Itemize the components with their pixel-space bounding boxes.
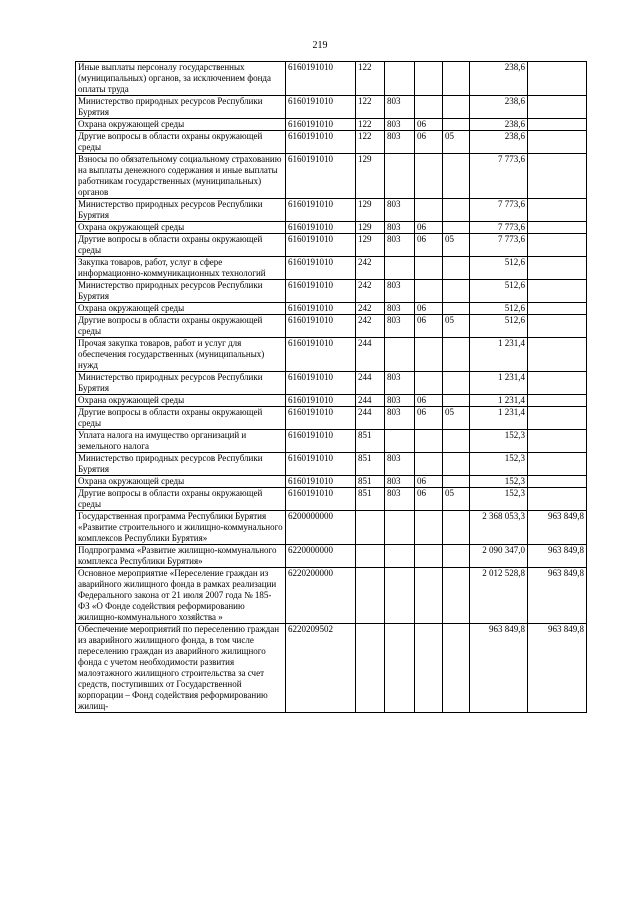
subsection-code-cell — [443, 257, 470, 280]
amount-2-cell — [528, 154, 587, 199]
section-code-cell: 06 — [415, 476, 443, 488]
amount-1-cell: 152,3 — [470, 430, 528, 453]
section-code-cell — [415, 96, 443, 119]
expense-type-code-cell — [356, 624, 385, 713]
target-article-code-cell: 6160191010 — [286, 96, 356, 119]
subsection-code-cell: 05 — [443, 315, 470, 338]
target-article-code-cell: 6160191010 — [286, 315, 356, 338]
target-article-code-cell: 6200000000 — [286, 511, 356, 545]
amount-2-cell — [528, 315, 587, 338]
expense-type-code-cell: 242 — [356, 315, 385, 338]
amount-2-cell — [528, 199, 587, 222]
ministry-code-cell: 803 — [385, 222, 415, 234]
ministry-code-cell: 803 — [385, 303, 415, 315]
section-code-cell — [415, 154, 443, 199]
item-name-cell: Охрана окружающей среды — [76, 303, 286, 315]
item-name-cell: Другие вопросы в области охраны окружающей среды — [76, 488, 286, 511]
subsection-code-cell — [443, 372, 470, 395]
item-name-cell: Иные выплаты персоналу государственных (муниципальных) органов, за исключением фонда оплаты труда — [76, 62, 286, 96]
item-name-cell: Государственная программа Республики Бурятия «Развитие строительного и жилищно-коммунального комплексов Республики Бурятия» — [76, 511, 286, 545]
item-name-cell: Основное мероприятие «Переселение граждан из аварийного жилищного фонда в рамках реализации Федерального закона от 21 июля 2007 года № 185-ФЗ «О Фонде содействия реформированию жилищно-коммунального хозяйства » — [76, 568, 286, 624]
expense-type-code-cell: 242 — [356, 303, 385, 315]
expense-type-code-cell: 244 — [356, 338, 385, 372]
target-article-code-cell: 6160191010 — [286, 280, 356, 303]
subsection-code-cell — [443, 222, 470, 234]
target-article-code-cell: 6220000000 — [286, 545, 356, 568]
ministry-code-cell: 803 — [385, 280, 415, 303]
section-code-cell — [415, 511, 443, 545]
subsection-code-cell — [443, 453, 470, 476]
item-name-cell: Другие вопросы в области охраны окружающей среды — [76, 131, 286, 154]
amount-1-cell: 1 231,4 — [470, 372, 528, 395]
ministry-code-cell: 803 — [385, 407, 415, 430]
amount-2-cell — [528, 453, 587, 476]
amount-1-cell: 963 849,8 — [470, 624, 528, 713]
section-code-cell — [415, 624, 443, 713]
target-article-code-cell: 6160191010 — [286, 303, 356, 315]
ministry-code-cell — [385, 257, 415, 280]
table-row — [76, 154, 587, 199]
amount-1-cell: 7 773,6 — [470, 234, 528, 257]
amount-1-cell: 1 231,4 — [470, 407, 528, 430]
ministry-code-cell — [385, 338, 415, 372]
item-name-cell: Министерство природных ресурсов Республики Бурятия — [76, 199, 286, 222]
ministry-code-cell: 803 — [385, 395, 415, 407]
amount-1-cell: 238,6 — [470, 131, 528, 154]
target-article-code-cell: 6160191010 — [286, 131, 356, 154]
subsection-code-cell — [443, 476, 470, 488]
target-article-code-cell: 6160191010 — [286, 453, 356, 476]
table-row — [76, 280, 587, 303]
amount-1-cell: 2 090 347,0 — [470, 545, 528, 568]
subsection-code-cell — [443, 303, 470, 315]
amount-2-cell — [528, 62, 587, 96]
amount-2-cell: 963 849,8 — [528, 545, 587, 568]
ministry-code-cell: 803 — [385, 476, 415, 488]
section-code-cell — [415, 372, 443, 395]
table-row — [76, 315, 587, 338]
expense-type-code-cell: 244 — [356, 395, 385, 407]
table-row — [76, 545, 587, 568]
amount-1-cell: 152,3 — [470, 488, 528, 511]
subsection-code-cell — [443, 119, 470, 131]
subsection-code-cell — [443, 624, 470, 713]
amount-2-cell — [528, 372, 587, 395]
table-row — [76, 131, 587, 154]
ministry-code-cell: 803 — [385, 96, 415, 119]
amount-2-cell: 963 849,8 — [528, 624, 587, 713]
subsection-code-cell — [443, 395, 470, 407]
section-code-cell: 06 — [415, 395, 443, 407]
amount-1-cell: 2 368 053,3 — [470, 511, 528, 545]
item-name-cell: Министерство природных ресурсов Республики Бурятия — [76, 280, 286, 303]
item-name-cell: Министерство природных ресурсов Республики Бурятия — [76, 372, 286, 395]
target-article-code-cell: 6160191010 — [286, 488, 356, 511]
target-article-code-cell: 6160191010 — [286, 476, 356, 488]
section-code-cell — [415, 430, 443, 453]
target-article-code-cell: 6220200000 — [286, 568, 356, 624]
expense-type-code-cell: 242 — [356, 257, 385, 280]
expense-type-code-cell: 851 — [356, 453, 385, 476]
item-name-cell: Министерство природных ресурсов Республики Бурятия — [76, 96, 286, 119]
table-row — [76, 407, 587, 430]
subsection-code-cell — [443, 154, 470, 199]
item-name-cell: Охрана окружающей среды — [76, 222, 286, 234]
amount-2-cell — [528, 222, 587, 234]
table-row — [76, 624, 587, 713]
amount-1-cell: 1 231,4 — [470, 395, 528, 407]
expense-type-code-cell: 244 — [356, 407, 385, 430]
table-row — [76, 199, 587, 222]
section-code-cell: 06 — [415, 222, 443, 234]
target-article-code-cell: 6160191010 — [286, 395, 356, 407]
table-row — [76, 511, 587, 545]
ministry-code-cell — [385, 511, 415, 545]
subsection-code-cell — [443, 280, 470, 303]
target-article-code-cell: 6160191010 — [286, 430, 356, 453]
amount-2-cell — [528, 338, 587, 372]
item-name-cell: Охрана окружающей среды — [76, 119, 286, 131]
target-article-code-cell: 6160191010 — [286, 234, 356, 257]
item-name-cell: Охрана окружающей среды — [76, 395, 286, 407]
expense-type-code-cell: 851 — [356, 430, 385, 453]
target-article-code-cell: 6160191010 — [286, 407, 356, 430]
subsection-code-cell — [443, 338, 470, 372]
item-name-cell: Другие вопросы в области охраны окружающей среды — [76, 315, 286, 338]
expense-type-code-cell: 129 — [356, 222, 385, 234]
amount-2-cell — [528, 280, 587, 303]
ministry-code-cell — [385, 545, 415, 568]
amount-1-cell: 238,6 — [470, 62, 528, 96]
target-article-code-cell: 6160191010 — [286, 222, 356, 234]
ministry-code-cell — [385, 624, 415, 713]
subsection-code-cell: 05 — [443, 131, 470, 154]
target-article-code-cell: 6220209502 — [286, 624, 356, 713]
subsection-code-cell — [443, 430, 470, 453]
amount-2-cell — [528, 430, 587, 453]
ministry-code-cell — [385, 154, 415, 199]
amount-2-cell — [528, 395, 587, 407]
table-row — [76, 303, 587, 315]
table-row — [76, 395, 587, 407]
target-article-code-cell: 6160191010 — [286, 199, 356, 222]
target-article-code-cell: 6160191010 — [286, 338, 356, 372]
item-name-cell: Другие вопросы в области охраны окружающей среды — [76, 234, 286, 257]
section-code-cell — [415, 257, 443, 280]
table-row — [76, 257, 587, 280]
item-name-cell: Охрана окружающей среды — [76, 476, 286, 488]
subsection-code-cell — [443, 511, 470, 545]
ministry-code-cell: 803 — [385, 315, 415, 338]
table-row — [76, 62, 587, 96]
expense-type-code-cell: 129 — [356, 199, 385, 222]
item-name-cell: Министерство природных ресурсов Республики Бурятия — [76, 453, 286, 476]
expense-type-code-cell: 122 — [356, 96, 385, 119]
expense-type-code-cell: 244 — [356, 372, 385, 395]
expense-type-code-cell: 851 — [356, 476, 385, 488]
expense-type-code-cell: 242 — [356, 280, 385, 303]
table-body — [76, 62, 587, 713]
expense-type-code-cell: 122 — [356, 62, 385, 96]
table-row — [76, 568, 587, 624]
amount-1-cell: 1 231,4 — [470, 338, 528, 372]
subsection-code-cell — [443, 568, 470, 624]
expense-type-code-cell: 122 — [356, 131, 385, 154]
ministry-code-cell: 803 — [385, 131, 415, 154]
ministry-code-cell: 803 — [385, 488, 415, 511]
table-row — [76, 222, 587, 234]
amount-2-cell — [528, 96, 587, 119]
ministry-code-cell: 803 — [385, 372, 415, 395]
section-code-cell: 06 — [415, 303, 443, 315]
budget-table — [75, 61, 587, 713]
item-name-cell: Другие вопросы в области охраны окружающей среды — [76, 407, 286, 430]
table-row — [76, 476, 587, 488]
table-row — [76, 119, 587, 131]
table-row — [76, 96, 587, 119]
section-code-cell: 06 — [415, 131, 443, 154]
amount-2-cell — [528, 119, 587, 131]
amount-1-cell: 512,6 — [470, 280, 528, 303]
subsection-code-cell — [443, 62, 470, 96]
section-code-cell — [415, 568, 443, 624]
section-code-cell — [415, 338, 443, 372]
section-code-cell: 06 — [415, 488, 443, 511]
amount-2-cell — [528, 131, 587, 154]
target-article-code-cell: 6160191010 — [286, 257, 356, 280]
target-article-code-cell: 6160191010 — [286, 119, 356, 131]
amount-1-cell: 512,6 — [470, 303, 528, 315]
table-row — [76, 338, 587, 372]
table-row — [76, 488, 587, 511]
expense-type-code-cell: 122 — [356, 119, 385, 131]
table-row — [76, 234, 587, 257]
table-row — [76, 453, 587, 476]
amount-1-cell: 7 773,6 — [470, 199, 528, 222]
ministry-code-cell — [385, 62, 415, 96]
section-code-cell: 06 — [415, 234, 443, 257]
item-name-cell: Обеспечение мероприятий по переселению граждан из аварийного жилищного фонда, в том числе переселению граждан из аварийного жилищного фонда с учетом необходимости развития малоэтажного жилищного строительства за счет средств, поступивших от Государственной корпорации – Фонд содействия реформированию жилищ- — [76, 624, 286, 713]
section-code-cell — [415, 545, 443, 568]
amount-2-cell — [528, 488, 587, 511]
amount-2-cell — [528, 303, 587, 315]
ministry-code-cell: 803 — [385, 199, 415, 222]
expense-type-code-cell: 129 — [356, 234, 385, 257]
subsection-code-cell: 05 — [443, 488, 470, 511]
section-code-cell — [415, 62, 443, 96]
item-name-cell: Подпрограмма «Развитие жилищно-коммунального комплекса Республики Бурятия» — [76, 545, 286, 568]
expense-type-code-cell — [356, 568, 385, 624]
subsection-code-cell — [443, 96, 470, 119]
section-code-cell: 06 — [415, 315, 443, 338]
ministry-code-cell — [385, 430, 415, 453]
item-name-cell: Взносы по обязательному социальному страхованию на выплаты денежного содержания и иные выплаты работникам государственных (муниципальных) органов — [76, 154, 286, 199]
amount-1-cell: 238,6 — [470, 96, 528, 119]
section-code-cell — [415, 199, 443, 222]
amount-2-cell — [528, 407, 587, 430]
amount-1-cell: 152,3 — [470, 453, 528, 476]
amount-2-cell: 963 849,8 — [528, 568, 587, 624]
expense-type-code-cell — [356, 511, 385, 545]
target-article-code-cell: 6160191010 — [286, 154, 356, 199]
page-number: 219 — [312, 40, 328, 51]
table-row — [76, 430, 587, 453]
table-row — [76, 372, 587, 395]
expense-type-code-cell: 129 — [356, 154, 385, 199]
amount-2-cell — [528, 234, 587, 257]
section-code-cell — [415, 280, 443, 303]
amount-1-cell: 238,6 — [470, 119, 528, 131]
target-article-code-cell: 6160191010 — [286, 62, 356, 96]
section-code-cell: 06 — [415, 119, 443, 131]
ministry-code-cell — [385, 568, 415, 624]
item-name-cell: Закупка товаров, работ, услуг в сфере информационно-коммуникационных технологий — [76, 257, 286, 280]
target-article-code-cell: 6160191010 — [286, 372, 356, 395]
subsection-code-cell: 05 — [443, 234, 470, 257]
subsection-code-cell: 05 — [443, 407, 470, 430]
amount-1-cell: 152,3 — [470, 476, 528, 488]
section-code-cell — [415, 453, 443, 476]
expense-type-code-cell — [356, 545, 385, 568]
subsection-code-cell — [443, 199, 470, 222]
amount-2-cell: 963 849,8 — [528, 511, 587, 545]
section-code-cell: 06 — [415, 407, 443, 430]
expense-type-code-cell: 851 — [356, 488, 385, 511]
ministry-code-cell: 803 — [385, 453, 415, 476]
amount-2-cell — [528, 476, 587, 488]
amount-1-cell: 7 773,6 — [470, 154, 528, 199]
amount-1-cell: 7 773,6 — [470, 222, 528, 234]
amount-1-cell: 512,6 — [470, 257, 528, 280]
amount-2-cell — [528, 257, 587, 280]
item-name-cell: Прочая закупка товаров, работ и услуг для обеспечения государственных (муниципальных) нужд — [76, 338, 286, 372]
ministry-code-cell: 803 — [385, 234, 415, 257]
amount-1-cell: 512,6 — [470, 315, 528, 338]
item-name-cell: Уплата налога на имущество организаций и земельного налога — [76, 430, 286, 453]
amount-1-cell: 2 012 528,8 — [470, 568, 528, 624]
subsection-code-cell — [443, 545, 470, 568]
ministry-code-cell: 803 — [385, 119, 415, 131]
